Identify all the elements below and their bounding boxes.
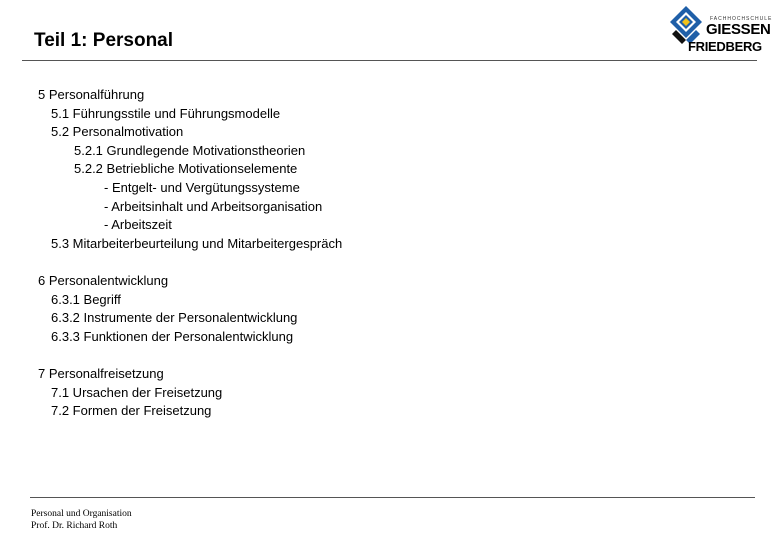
outline-item: 7 Personalfreisetzung <box>38 365 164 381</box>
outline-item: - Entgelt- und Vergütungssysteme <box>104 179 300 195</box>
outline-item: - Arbeitszeit <box>104 217 172 233</box>
outline-item: 5.2.2 Betriebliche Motivationselemente <box>74 161 298 177</box>
logo-text-giessen: GIESSEN <box>706 21 771 38</box>
outline-item: - Arbeitsinhalt und Arbeitsorganisation <box>104 198 323 214</box>
outline-list <box>38 86 342 421</box>
section-spacer <box>38 346 342 365</box>
footer-divider <box>30 497 755 498</box>
outline-item: 6 Personalentwicklung <box>38 272 169 288</box>
outline-item: 5.2 Personalmotivation <box>51 124 184 140</box>
outline-item: 7.1 Ursachen der Freisetzung <box>51 384 223 400</box>
outline-item: 6.3.2 Instrumente der Personalentwicklung <box>51 310 298 326</box>
outline-item: 5.3 Mitarbeiterbeurteilung und Mitarbeitergespräch <box>51 235 343 251</box>
outline-item: 5.2.1 Grundlegende Motivationstheorien <box>74 142 306 158</box>
outline-item: 5.1 Führungsstile und Führungsmodelle <box>51 105 281 121</box>
title-divider <box>22 60 757 61</box>
university-logo <box>668 4 773 56</box>
outline-item: 5 Personalführung <box>38 87 145 102</box>
footer <box>31 508 132 532</box>
outline-item: 6.3.1 Begriff <box>51 291 121 307</box>
outline-item: 6.3.3 Funktionen der Personalentwicklung <box>51 328 294 344</box>
footer-course: Personal und Organisation <box>31 509 132 519</box>
outline-item: 7.2 Formen der Freisetzung <box>51 403 212 419</box>
slide-title: Teil 1: Personal <box>34 30 174 51</box>
section-spacer <box>38 253 342 272</box>
logo-small-text: FACHHOCHSCHULE <box>710 16 773 22</box>
footer-author: Prof. Dr. Richard Roth <box>31 521 118 531</box>
logo-text-friedberg: FRIEDBERG <box>688 39 762 54</box>
